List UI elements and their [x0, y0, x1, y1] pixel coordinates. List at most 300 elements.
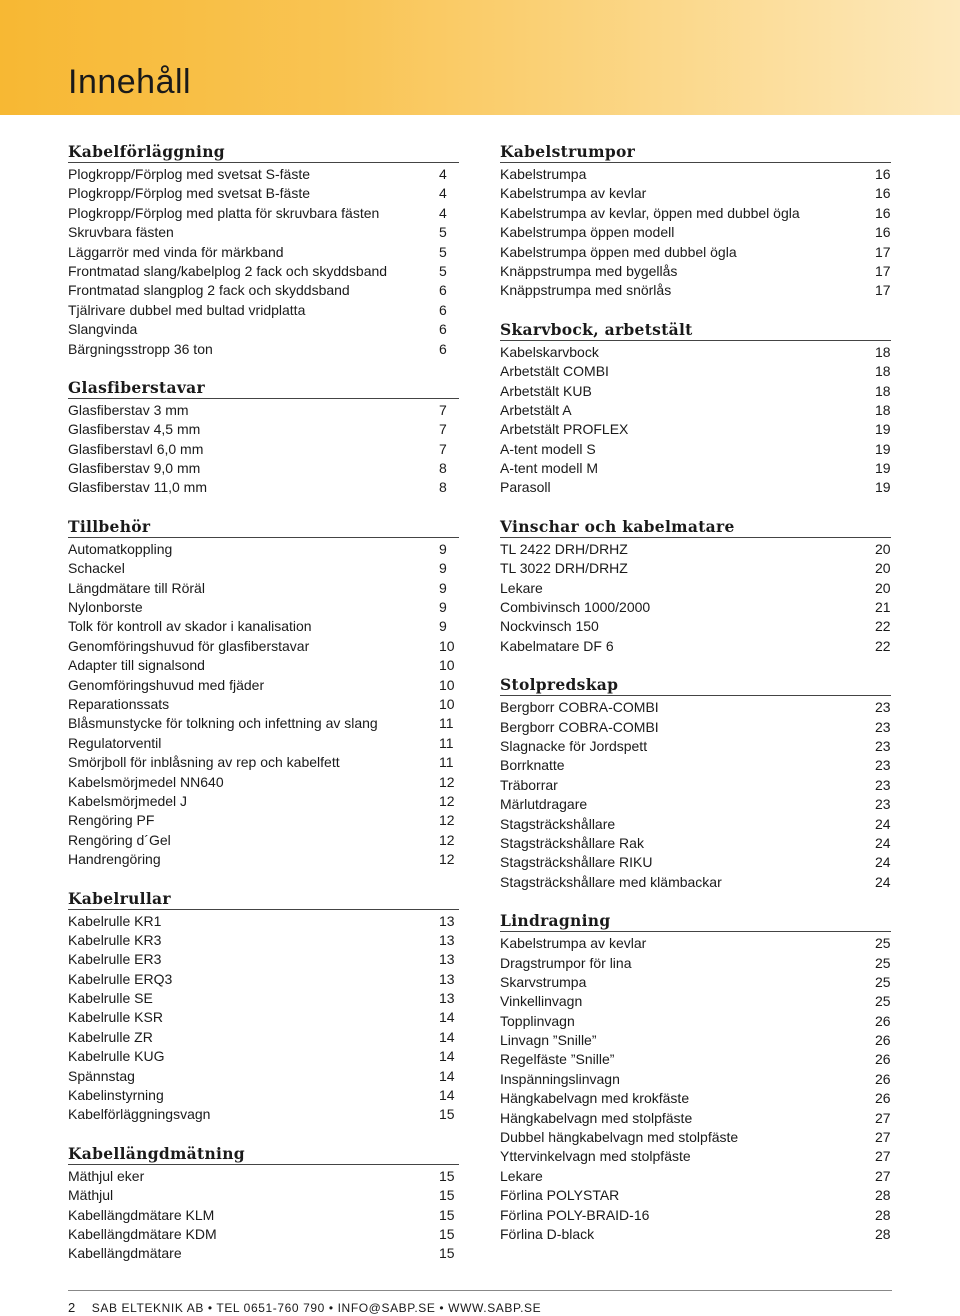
- toc-section: [68, 1143, 459, 1264]
- toc-entry[interactable]: [500, 204, 891, 223]
- toc-entry[interactable]: [68, 1186, 459, 1205]
- entry-page-number: 9: [439, 560, 447, 577]
- entry-page-number: 12: [439, 773, 455, 790]
- toc-entry[interactable]: [500, 540, 891, 559]
- toc-entry[interactable]: [500, 756, 891, 775]
- toc-entry[interactable]: [500, 223, 891, 242]
- toc-section: [68, 141, 459, 359]
- toc-entry[interactable]: [68, 1105, 459, 1124]
- toc-entry[interactable]: [68, 734, 459, 753]
- entry-page-number: 14: [439, 1067, 455, 1084]
- toc-entry[interactable]: [68, 204, 459, 223]
- entry-page-number: 14: [439, 1009, 455, 1026]
- entry-page-number: 4: [439, 166, 447, 182]
- entry-label: Kabellängdmätare: [68, 1245, 182, 1262]
- entry-page-number: 23: [875, 776, 891, 793]
- toc-entry[interactable]: [500, 815, 891, 834]
- toc-entry[interactable]: [68, 440, 459, 459]
- entry-label: A-tent modell S: [500, 440, 596, 457]
- entry-page-number: 27: [875, 1148, 891, 1165]
- entry-label: Genomföringshuvud för glasfiberstavar: [68, 637, 310, 654]
- toc-entry[interactable]: [68, 1028, 459, 1047]
- entry-label: Kabelrulle KSR: [68, 1009, 163, 1026]
- entry-label: Kabelrulle ERQ3: [68, 970, 173, 987]
- entry-page-number: 15: [439, 1225, 455, 1242]
- entry-label: Handrengöring: [68, 851, 161, 868]
- toc-entry[interactable]: [68, 1244, 459, 1263]
- entry-label: Adapter till signalsond: [68, 657, 205, 674]
- entry-page-number: 19: [875, 460, 891, 477]
- entry-page-number: 19: [875, 421, 891, 438]
- entry-label: Slagnacke för Jordspett: [500, 737, 648, 754]
- entry-page-number: 19: [875, 440, 891, 457]
- toc-entry[interactable]: [68, 656, 459, 675]
- entry-page-number: 27: [875, 1129, 891, 1146]
- footer: [68, 1300, 541, 1315]
- entry-label: Hängkabelvagn med krokfäste: [500, 1090, 690, 1107]
- entry-page-number: 7: [439, 440, 447, 457]
- entry-label: Arbetstält PROFLEX: [500, 421, 629, 438]
- entry-page-number: 9: [439, 618, 447, 635]
- entry-page-number: 26: [875, 1051, 891, 1068]
- entry-page-number: 5: [439, 243, 447, 260]
- entry-label: TL 2422 DRH/DRHZ: [500, 540, 628, 557]
- toc-entry[interactable]: [68, 1047, 459, 1066]
- toc-entry[interactable]: [500, 478, 891, 497]
- entry-page-number: 6: [439, 340, 447, 357]
- entry-page-number: 25: [875, 935, 891, 952]
- toc-entry[interactable]: [500, 992, 891, 1011]
- toc-section: [500, 319, 891, 498]
- entry-label: Yttervinkelvagn med stolpfäste: [500, 1148, 691, 1165]
- entry-label: Kabelrulle ER3: [68, 951, 162, 968]
- toc-entry[interactable]: [500, 718, 891, 737]
- toc-entry[interactable]: [68, 243, 459, 262]
- entry-page-number: 16: [875, 166, 891, 182]
- entry-label: Förlina POLY-BRAID-16: [500, 1206, 650, 1223]
- toc-entry[interactable]: [500, 420, 891, 439]
- entry-page-number: 23: [875, 718, 891, 735]
- entry-page-number: 20: [875, 560, 891, 577]
- entry-label: Lekare: [500, 1167, 543, 1184]
- toc-entry[interactable]: [500, 853, 891, 872]
- section-title: Vinschar och kabelmatare: [500, 516, 891, 538]
- toc-entry[interactable]: [68, 617, 459, 636]
- entry-label: Rengöring d´Gel: [68, 831, 171, 848]
- entry-page-number: 26: [875, 1012, 891, 1029]
- toc-entry[interactable]: [500, 1206, 891, 1225]
- toc-entry[interactable]: [68, 931, 459, 950]
- entry-label: Kabelstrumpa öppen med dubbel ögla: [500, 243, 737, 260]
- entry-label: Stagsträckshållare: [500, 815, 616, 832]
- entry-page-number: 18: [875, 343, 891, 360]
- entry-page-number: 26: [875, 1090, 891, 1107]
- entry-page-number: 28: [875, 1206, 891, 1223]
- entry-label: Glasfiberstav 11,0 mm: [68, 479, 208, 496]
- entry-label: Reparationssats: [68, 695, 170, 712]
- entry-label: Genomföringshuvud med fjäder: [68, 676, 265, 693]
- footer-page-number: 2: [68, 1300, 76, 1315]
- toc-entry[interactable]: [68, 598, 459, 617]
- entry-page-number: 25: [875, 993, 891, 1010]
- toc-entry[interactable]: [68, 1167, 459, 1186]
- entry-label: Stagsträckshållare RIKU: [500, 854, 653, 871]
- entry-label: Bergborr COBRA-COMBI: [500, 718, 659, 735]
- toc-entry[interactable]: [68, 850, 459, 869]
- entry-page-number: 23: [875, 737, 891, 754]
- toc-section: [500, 674, 891, 892]
- entry-label: Bärgningsstropp 36 ton: [68, 340, 213, 357]
- toc-entry[interactable]: [500, 382, 891, 401]
- entry-label: Dragstrumpor för lina: [500, 954, 632, 971]
- toc-entry[interactable]: [500, 165, 891, 184]
- footer-contact: SAB ELTEKNIK AB • TEL 0651-760 790 • INFO@SABP.SE • WWW.SABP.SE: [91, 1301, 542, 1315]
- entry-label: Kabelstrumpa av kevlar: [500, 935, 647, 952]
- toc-entry[interactable]: [68, 301, 459, 320]
- entry-page-number: 14: [439, 1087, 455, 1104]
- entry-label: A-tent modell M: [500, 460, 599, 477]
- entry-page-number: 14: [439, 1028, 455, 1045]
- entry-page-number: 13: [439, 990, 455, 1007]
- entry-label: Inspänningslinvagn: [500, 1070, 620, 1087]
- entry-label: Kabelrulle KUG: [68, 1048, 165, 1065]
- entry-page-number: 25: [875, 973, 891, 990]
- section-title: Stolpredskap: [500, 674, 891, 696]
- toc-entry[interactable]: [500, 737, 891, 756]
- entry-label: Kabelstrumpa av kevlar, öppen med dubbel ögla: [500, 204, 800, 221]
- entry-page-number: 15: [439, 1245, 455, 1262]
- toc-entry[interactable]: [500, 343, 891, 362]
- entry-page-number: 7: [439, 421, 447, 438]
- entry-page-number: 6: [439, 321, 447, 338]
- entry-label: Kabelrulle KR1: [68, 912, 162, 929]
- toc-entry[interactable]: [500, 1128, 891, 1147]
- entry-label: Kabellängdmätare KDM: [68, 1225, 217, 1242]
- toc-entry[interactable]: [500, 1186, 891, 1205]
- toc-entry[interactable]: [500, 1109, 891, 1128]
- entry-page-number: 6: [439, 301, 447, 318]
- toc-entry[interactable]: [500, 1167, 891, 1186]
- toc-entry[interactable]: [68, 223, 459, 242]
- toc-entry[interactable]: [500, 598, 891, 617]
- entry-page-number: 13: [439, 931, 455, 948]
- toc-entry[interactable]: [68, 950, 459, 969]
- toc-entry[interactable]: [68, 753, 459, 772]
- entry-label: Stagsträckshållare Rak: [500, 834, 644, 851]
- toc-entry[interactable]: [500, 401, 891, 420]
- toc-entry[interactable]: [500, 934, 891, 953]
- entry-label: Glasfiberstav 3 mm: [68, 401, 189, 418]
- toc-entry[interactable]: [500, 362, 891, 381]
- entry-label: Kabelskarvbock: [500, 343, 599, 360]
- toc-entry[interactable]: [68, 459, 459, 478]
- entry-page-number: 15: [439, 1167, 455, 1184]
- toc-entry[interactable]: [500, 1089, 891, 1108]
- entry-label: Förlina POLYSTAR: [500, 1187, 620, 1204]
- toc-entry[interactable]: [68, 1086, 459, 1105]
- entry-page-number: 9: [439, 540, 447, 557]
- toc-section: [68, 377, 459, 498]
- toc-section: [500, 141, 891, 301]
- entry-label: Kabelsmörjmedel NN640: [68, 773, 224, 790]
- toc-entry[interactable]: [500, 1147, 891, 1166]
- toc-entry[interactable]: [68, 637, 459, 656]
- entry-label: Parasoll: [500, 479, 551, 496]
- toc-entry[interactable]: [68, 540, 459, 559]
- toc-entry[interactable]: [500, 1225, 891, 1244]
- entry-label: Kabelstrumpa: [500, 166, 587, 182]
- entry-label: Kabelsmörjmedel J: [68, 792, 188, 809]
- entry-page-number: 16: [875, 204, 891, 221]
- entry-label: Kabelstrumpa av kevlar: [500, 185, 647, 202]
- page-title: Innehåll: [68, 63, 192, 101]
- entry-page-number: 20: [875, 540, 891, 557]
- entry-label: Skruvbara fästen: [68, 224, 174, 241]
- entry-label: Vinkellinvagn: [500, 993, 583, 1010]
- toc-entry[interactable]: [68, 579, 459, 598]
- entry-page-number: 11: [439, 734, 454, 751]
- entry-label: Blåsmunstycke för tolkning och infettning av slang: [68, 715, 378, 732]
- entry-label: Linvagn ”Snille”: [500, 1032, 597, 1049]
- entry-label: Frontmatad slangplog 2 fack och skyddsband: [68, 282, 350, 299]
- entry-label: Dubbel hängkabelvagn med stolpfäste: [500, 1129, 739, 1146]
- entry-page-number: 18: [875, 401, 891, 418]
- entry-page-number: 15: [439, 1187, 455, 1204]
- toc-right-column: [500, 141, 891, 1262]
- toc-entry[interactable]: [68, 401, 459, 420]
- entry-page-number: 23: [875, 796, 891, 813]
- entry-page-number: 11: [439, 715, 454, 732]
- entry-label: Kabellängdmätare KLM: [68, 1206, 215, 1223]
- entry-page-number: 9: [439, 599, 447, 616]
- toc-entry[interactable]: [68, 773, 459, 792]
- section-title: Kabellängdmätning: [68, 1143, 459, 1165]
- entry-label: Knäppstrumpa med snörlås: [500, 282, 672, 299]
- entry-label: Arbetstält COMBI: [500, 363, 609, 380]
- entry-page-number: 22: [875, 618, 891, 635]
- entry-label: Knäppstrumpa med bygellås: [500, 262, 678, 279]
- toc-entry[interactable]: [68, 262, 459, 281]
- toc-entry[interactable]: [68, 831, 459, 850]
- entry-page-number: 19: [875, 479, 891, 496]
- entry-label: Nylonborste: [68, 599, 143, 616]
- section-title: Kabelstrumpor: [500, 141, 891, 163]
- entry-label: Kabelmatare DF 6: [500, 637, 614, 654]
- entry-label: Stagsträckshållare med klämbackar: [500, 873, 722, 890]
- entry-page-number: 26: [875, 1070, 891, 1087]
- toc-entry[interactable]: [500, 1012, 891, 1031]
- entry-page-number: 10: [439, 676, 455, 693]
- toc-entry[interactable]: [68, 811, 459, 830]
- entry-label: Plogkropp/Förplog med platta för skruvbara fästen: [68, 204, 380, 221]
- toc-entry[interactable]: [68, 1067, 459, 1086]
- entry-page-number: 17: [875, 243, 891, 260]
- toc-entry[interactable]: [500, 795, 891, 814]
- entry-page-number: 9: [439, 579, 447, 596]
- toc-entry[interactable]: [500, 281, 891, 300]
- section-title: Kabelrullar: [68, 888, 459, 910]
- toc-entry[interactable]: [500, 1031, 891, 1050]
- toc-entry[interactable]: [68, 714, 459, 733]
- entry-label: Tolk för kontroll av skador i kanalisation: [68, 618, 312, 635]
- toc-entry[interactable]: [500, 243, 891, 262]
- entry-label: Längdmätare till Röräl: [68, 579, 205, 596]
- toc-entry[interactable]: [68, 1206, 459, 1225]
- entry-page-number: 17: [875, 282, 891, 299]
- entry-label: Automatkoppling: [68, 540, 173, 557]
- entry-page-number: 5: [439, 224, 447, 241]
- entry-page-number: 12: [439, 792, 455, 809]
- toc-entry[interactable]: [500, 973, 891, 992]
- toc-entry[interactable]: [500, 459, 891, 478]
- toc-entry[interactable]: [68, 676, 459, 695]
- entry-label: Schackel: [68, 560, 125, 577]
- title-banner: [0, 0, 960, 115]
- entry-label: Frontmatad slang/kabelplog 2 fack och skyddsband: [68, 262, 388, 279]
- entry-label: Märlutdragare: [500, 796, 588, 813]
- toc-section: [500, 516, 891, 656]
- toc-entry[interactable]: [68, 792, 459, 811]
- entry-page-number: 5: [439, 262, 447, 279]
- toc-entry[interactable]: [68, 184, 459, 203]
- entry-page-number: 26: [875, 1032, 891, 1049]
- toc-entry[interactable]: [68, 912, 459, 931]
- section-title: Skarvbock, arbetstält: [500, 319, 891, 341]
- entry-label: Spännstag: [68, 1067, 135, 1084]
- entry-label: Glasfiberstav 4,5 mm: [68, 421, 201, 438]
- entry-label: Combivinsch 1000/2000: [500, 599, 651, 616]
- section-title: Kabelförläggning: [68, 141, 459, 163]
- entry-page-number: 12: [439, 851, 455, 868]
- entry-page-number: 11: [439, 754, 454, 771]
- toc-entry[interactable]: [500, 637, 891, 656]
- section-title: Glasfiberstavar: [68, 377, 459, 399]
- entry-page-number: 10: [439, 657, 455, 674]
- entry-label: Läggarrör med vinda för märkband: [68, 243, 284, 260]
- entry-label: Förlina D-black: [500, 1225, 595, 1242]
- toc-entry[interactable]: [500, 617, 891, 636]
- toc-entry[interactable]: [68, 320, 459, 339]
- toc-entry[interactable]: [500, 184, 891, 203]
- toc-section: [68, 888, 459, 1125]
- entry-label: Lekare: [500, 579, 543, 596]
- toc-entry[interactable]: [68, 1008, 459, 1027]
- entry-page-number: 13: [439, 970, 455, 987]
- entry-page-number: 13: [439, 951, 455, 968]
- entry-page-number: 15: [439, 1206, 455, 1223]
- toc-section: [500, 910, 891, 1244]
- toc-entry[interactable]: [68, 340, 459, 359]
- toc-entry[interactable]: [68, 420, 459, 439]
- entry-page-number: 4: [439, 185, 447, 202]
- entry-label: Arbetstält KUB: [500, 382, 592, 399]
- entry-label: Glasfiberstav 9,0 mm: [68, 460, 201, 477]
- entry-page-number: 17: [875, 262, 891, 279]
- entry-label: Mäthjul eker: [68, 1167, 145, 1184]
- toc-entry[interactable]: [68, 165, 459, 184]
- entry-label: Mäthjul: [68, 1187, 114, 1204]
- entry-page-number: 8: [439, 479, 447, 496]
- entry-label: Kabelförläggningsvagn: [68, 1106, 211, 1123]
- toc-entry[interactable]: [500, 1050, 891, 1069]
- toc-entry[interactable]: [500, 954, 891, 973]
- entry-page-number: 18: [875, 382, 891, 399]
- toc-entry[interactable]: [500, 1070, 891, 1089]
- section-title: Tillbehör: [68, 516, 459, 538]
- entry-label: Kabelrulle ZR: [68, 1028, 153, 1045]
- toc-entry[interactable]: [68, 559, 459, 578]
- entry-page-number: 28: [875, 1225, 891, 1242]
- entry-label: Topplinvagn: [500, 1012, 575, 1029]
- entry-label: Hängkabelvagn med stolpfäste: [500, 1109, 693, 1126]
- entry-page-number: 25: [875, 954, 891, 971]
- entry-label: Smörjboll för inblåsning av rep och kabelfett: [68, 754, 340, 771]
- toc-entry[interactable]: [68, 989, 459, 1008]
- entry-label: Kabelstrumpa öppen modell: [500, 224, 675, 241]
- entry-page-number: 7: [439, 401, 447, 418]
- entry-page-number: 24: [875, 815, 891, 832]
- toc-entry[interactable]: [500, 834, 891, 853]
- toc-entry[interactable]: [500, 873, 891, 892]
- toc-entry[interactable]: [500, 262, 891, 281]
- entry-page-number: 15: [439, 1106, 455, 1123]
- entry-label: Rengöring PF: [68, 812, 155, 829]
- entry-page-number: 27: [875, 1109, 891, 1126]
- toc-entry[interactable]: [500, 776, 891, 795]
- entry-page-number: 24: [875, 873, 891, 890]
- section-title: Lindragning: [500, 910, 891, 932]
- footer-divider: [68, 1290, 892, 1291]
- entry-label: Slangvinda: [68, 321, 138, 338]
- entry-page-number: 27: [875, 1167, 891, 1184]
- entry-page-number: 8: [439, 460, 447, 477]
- entry-page-number: 12: [439, 831, 455, 848]
- toc-entry[interactable]: [68, 695, 459, 714]
- toc-entry[interactable]: [68, 970, 459, 989]
- toc-entry[interactable]: [68, 478, 459, 497]
- entry-page-number: 23: [875, 757, 891, 774]
- entry-label: Kabelrulle SE: [68, 990, 153, 1007]
- entry-page-number: 14: [439, 1048, 455, 1065]
- entry-page-number: 12: [439, 812, 455, 829]
- entry-page-number: 10: [439, 637, 455, 654]
- toc-left-column: [68, 141, 459, 1282]
- entry-label: Tjälrivare dubbel med bultad vridplatta: [68, 301, 306, 318]
- toc-section: [68, 516, 459, 870]
- entry-page-number: 23: [875, 699, 891, 716]
- entry-page-number: 20: [875, 579, 891, 596]
- entry-page-number: 21: [875, 599, 891, 616]
- entry-label: Plogkropp/Förplog med svetsat S-fäste: [68, 166, 311, 182]
- entry-label: Skarvstrumpa: [500, 973, 587, 990]
- entry-label: Regelfäste ”Snille”: [500, 1051, 615, 1068]
- toc-entry[interactable]: [68, 1225, 459, 1244]
- entry-label: Träborrar: [500, 776, 558, 793]
- entry-label: Kabelrulle KR3: [68, 931, 162, 948]
- entry-label: Arbetstält A: [500, 401, 572, 418]
- entry-page-number: 16: [875, 224, 891, 241]
- toc-entry[interactable]: [500, 559, 891, 578]
- entry-page-number: 24: [875, 854, 891, 871]
- entry-label: Borrknatte: [500, 757, 565, 774]
- entry-label: Kabelinstyrning: [68, 1087, 164, 1104]
- entry-label: Glasfiberstavl 6,0 mm: [68, 440, 204, 457]
- toc-entry[interactable]: [500, 698, 891, 717]
- toc-entry[interactable]: [500, 579, 891, 598]
- toc-entry[interactable]: [68, 281, 459, 300]
- entry-page-number: 4: [439, 204, 447, 221]
- toc-entry[interactable]: [500, 440, 891, 459]
